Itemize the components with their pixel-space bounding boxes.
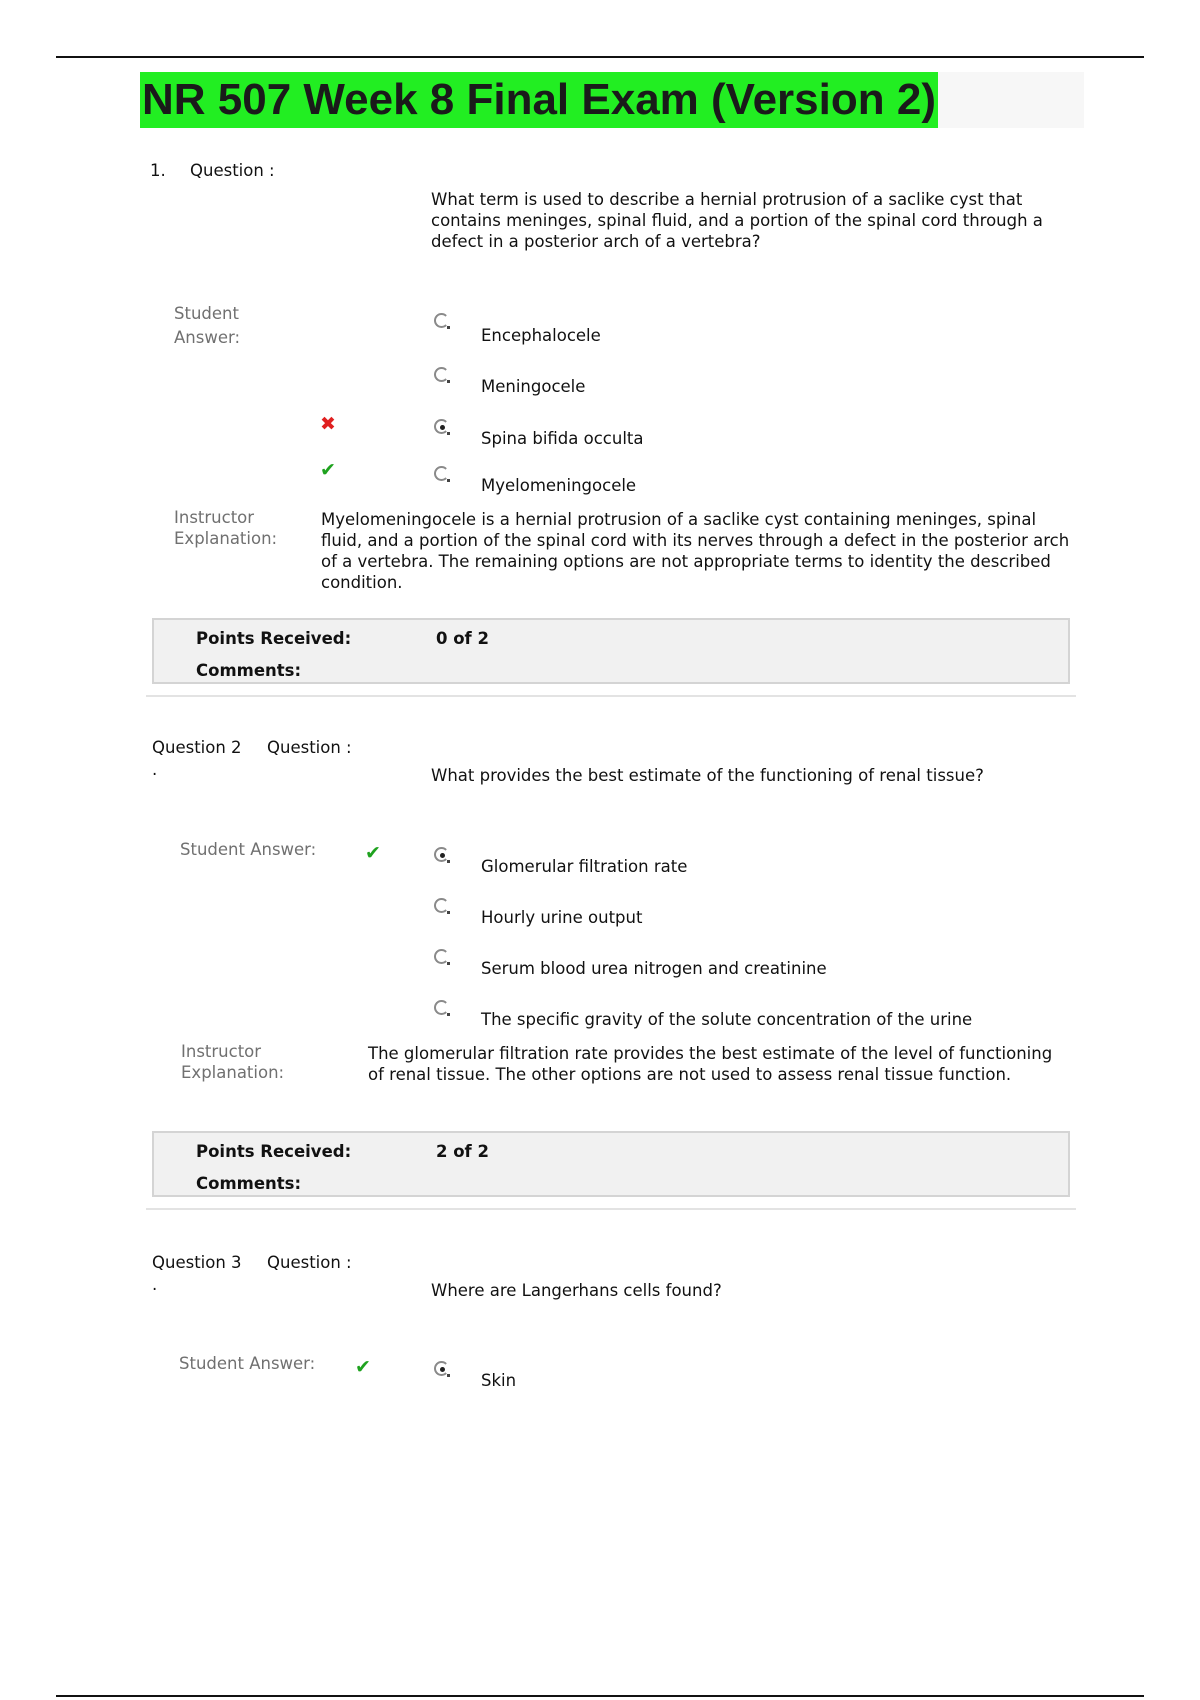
q2-option-4-radio[interactable] <box>434 1000 449 1015</box>
question-1-explanation: Myelomeningocele is a hernial protrusion of a saclike cyst containing meninges, spinal fluid, and a portion of the spinal cord with its nerves through a defect in the posterior arch of a vertebra. The remaining options are not appropriate terms to identity the described condition. <box>321 510 1070 592</box>
x-mark-icon: ✖ <box>320 413 336 435</box>
question-3-dot: . <box>152 1275 158 1294</box>
question-separator <box>146 695 1076 697</box>
q2-option-4-label[interactable]: The specific gravity of the solute concentration of the urine <box>481 1010 973 1029</box>
question-2-points-box <box>152 1131 1070 1197</box>
q1-option-1-radio[interactable] <box>434 313 449 328</box>
q3-option-1-label[interactable]: Skin <box>481 1371 517 1390</box>
q1-option-3-label[interactable]: Spina bifida occulta <box>481 429 644 448</box>
q1-option-1-label[interactable]: Encephalocele <box>481 326 601 345</box>
title-bar <box>140 72 1084 128</box>
q2-option-3-label[interactable]: Serum blood urea nitrogen and creatinine <box>481 959 827 978</box>
question-2-explanation-label: Instructor Explanation: <box>181 1042 285 1082</box>
q2-option-3-radio[interactable] <box>434 949 449 964</box>
points-received-label: Points Received: <box>196 1142 352 1161</box>
check-mark-icon: ✔ <box>365 842 381 864</box>
points-received-label: Points Received: <box>196 629 352 648</box>
q2-option-2-radio[interactable] <box>434 898 449 913</box>
q2-option-1-label[interactable]: Glomerular filtration rate <box>481 857 688 876</box>
question-2-number: Question 2 <box>152 738 242 757</box>
q1-option-4-label[interactable]: Myelomeningocele <box>481 476 637 495</box>
points-received-value: 2 of 2 <box>436 1142 489 1161</box>
bottom-rule <box>56 1695 1144 1697</box>
q2-option-2-label[interactable]: Hourly urine output <box>481 908 643 927</box>
question-2-dot: . <box>152 760 158 779</box>
question-1-explanation-label: Instructor Explanation: <box>174 508 278 548</box>
check-mark-icon: ✔ <box>355 1356 371 1378</box>
question-1-label: Question : <box>190 161 275 180</box>
top-rule <box>56 56 1144 58</box>
question-1-student-answer-label: Student Answer: <box>174 304 241 347</box>
check-mark-icon: ✔ <box>320 459 336 481</box>
q3-option-1-radio[interactable] <box>434 1361 449 1376</box>
question-2-label: Question : <box>267 738 352 757</box>
question-2-text: What provides the best estimate of the functioning of renal tissue? <box>431 766 984 785</box>
comments-label: Comments: <box>196 1174 302 1193</box>
q1-option-2-radio[interactable] <box>434 367 449 382</box>
question-3-student-answer-label: Student Answer: <box>179 1354 316 1373</box>
question-2-student-answer-label: Student Answer: <box>180 840 317 859</box>
page-title: NR 507 Week 8 Final Exam (Version 2) <box>140 72 938 128</box>
q2-option-1-radio[interactable] <box>434 847 449 862</box>
comments-label: Comments: <box>196 661 302 680</box>
question-3-label: Question : <box>267 1253 352 1272</box>
q1-option-3-radio[interactable] <box>434 419 449 434</box>
question-1-text: What term is used to describe a hernial protrusion of a saclike cyst that contains meninges, spinal fluid, and a portion of the spinal cord through a defect in a posterior arch of a vertebra? <box>431 190 1043 251</box>
q1-option-2-label[interactable]: Meningocele <box>481 377 586 396</box>
question-separator <box>146 1208 1076 1210</box>
question-2-explanation: The glomerular filtration rate provides the best estimate of the level of functioning of renal tissue. The other options are not used to assess renal tissue function. <box>368 1044 1053 1084</box>
question-1-points-box <box>152 618 1070 684</box>
question-3-text: Where are Langerhans cells found? <box>431 1281 722 1300</box>
question-3-number: Question 3 <box>152 1253 242 1272</box>
question-1-number: 1. <box>150 161 166 180</box>
points-received-value: 0 of 2 <box>436 629 489 648</box>
q1-option-4-radio[interactable] <box>434 466 449 481</box>
